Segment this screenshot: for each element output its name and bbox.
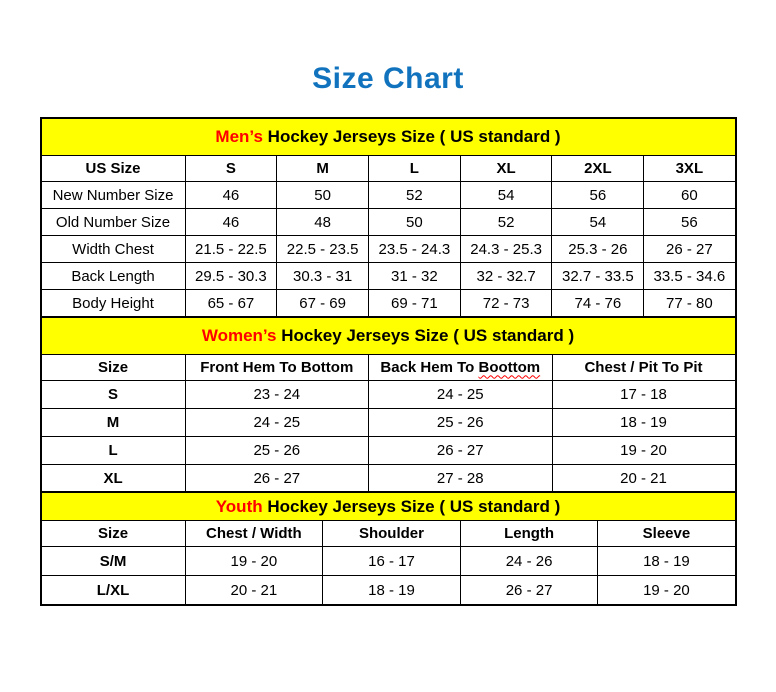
table-row bbox=[41, 547, 736, 576]
table-cell: 19 - 20 bbox=[552, 436, 735, 464]
table-row bbox=[41, 408, 736, 436]
table-cell: Width Chest bbox=[41, 236, 186, 263]
table-cell: 20 - 21 bbox=[185, 576, 323, 606]
mens-size-table bbox=[40, 117, 737, 318]
section-header-row bbox=[41, 317, 736, 355]
table-row bbox=[41, 436, 736, 464]
column-header: Size bbox=[41, 354, 186, 380]
table-cell: 54 bbox=[552, 209, 644, 236]
column-header-row bbox=[41, 521, 736, 547]
table-cell: New Number Size bbox=[41, 182, 186, 209]
section-title-accent: Men’s bbox=[215, 127, 263, 146]
table-cell: M bbox=[41, 408, 186, 436]
table-cell: 29.5 - 30.3 bbox=[185, 263, 277, 290]
column-header: Length bbox=[460, 521, 598, 547]
column-header: 2XL bbox=[552, 156, 644, 182]
table-cell: 46 bbox=[185, 209, 277, 236]
table-cell: 52 bbox=[369, 182, 461, 209]
table-cell: 48 bbox=[277, 209, 369, 236]
table-cell: 72 - 73 bbox=[460, 290, 552, 318]
table-row bbox=[41, 209, 736, 236]
misspelled-word: Boottom bbox=[478, 358, 541, 376]
table-cell: 17 - 18 bbox=[552, 380, 735, 408]
table-cell: 24 - 26 bbox=[460, 547, 598, 576]
table-cell: 25 - 26 bbox=[369, 408, 552, 436]
table-row bbox=[41, 290, 736, 318]
table-cell: 77 - 80 bbox=[644, 290, 736, 318]
table-cell: 74 - 76 bbox=[552, 290, 644, 318]
table-cell: 24.3 - 25.3 bbox=[460, 236, 552, 263]
table-cell: 22.5 - 23.5 bbox=[277, 236, 369, 263]
section-title bbox=[41, 118, 736, 156]
table-cell: 16 - 17 bbox=[323, 547, 461, 576]
column-header-row bbox=[41, 156, 736, 182]
column-header: Sleeve bbox=[598, 521, 736, 547]
table-cell: 24 - 25 bbox=[185, 408, 368, 436]
table-cell: 26 - 27 bbox=[369, 436, 552, 464]
section-title-text: Hockey Jerseys Size ( US standard ) bbox=[262, 127, 561, 146]
column-header: US Size bbox=[41, 156, 186, 182]
section-title bbox=[41, 317, 736, 355]
column-header: S bbox=[185, 156, 277, 182]
column-header: Chest / Pit To Pit bbox=[552, 354, 735, 380]
table-cell: S bbox=[41, 380, 186, 408]
table-cell: 31 - 32 bbox=[369, 263, 461, 290]
column-header: Size bbox=[41, 521, 186, 547]
table-cell: 23 - 24 bbox=[185, 380, 368, 408]
column-header: XL bbox=[460, 156, 552, 182]
section-title-accent: Youth bbox=[215, 496, 263, 516]
table-cell: 33.5 - 34.6 bbox=[644, 263, 736, 290]
table-cell: 26 - 27 bbox=[644, 236, 736, 263]
table-cell: 52 bbox=[460, 209, 552, 236]
table-cell: 24 - 25 bbox=[369, 380, 552, 408]
table-cell: 56 bbox=[552, 182, 644, 209]
column-header-row bbox=[41, 354, 736, 380]
table-cell: 32 - 32.7 bbox=[460, 263, 552, 290]
section-header-row bbox=[41, 492, 736, 521]
table-row bbox=[41, 576, 736, 606]
table-cell: 27 - 28 bbox=[369, 464, 552, 493]
table-cell: 60 bbox=[644, 182, 736, 209]
table-cell: S/M bbox=[41, 547, 186, 576]
table-cell: 56 bbox=[644, 209, 736, 236]
table-cell: 65 - 67 bbox=[185, 290, 277, 318]
youth-size-table bbox=[40, 491, 737, 606]
table-cell: 26 - 27 bbox=[460, 576, 598, 606]
size-chart-tables bbox=[40, 117, 737, 606]
table-cell: Back Length bbox=[41, 263, 186, 290]
table-cell: 19 - 20 bbox=[598, 576, 736, 606]
table-cell: 46 bbox=[185, 182, 277, 209]
column-header: 3XL bbox=[644, 156, 736, 182]
table-cell: L bbox=[41, 436, 186, 464]
section-header-row bbox=[41, 118, 736, 156]
table-row bbox=[41, 380, 736, 408]
column-header: Chest / Width bbox=[185, 521, 323, 547]
column-header: L bbox=[369, 156, 461, 182]
page-title: Size Chart bbox=[312, 62, 464, 95]
section-title bbox=[41, 492, 736, 521]
table-cell: 23.5 - 24.3 bbox=[369, 236, 461, 263]
table-cell: 50 bbox=[277, 182, 369, 209]
table-cell: 25 - 26 bbox=[185, 436, 368, 464]
table-cell: 69 - 71 bbox=[369, 290, 461, 318]
table-row bbox=[41, 236, 736, 263]
section-title-text: Hockey Jerseys Size ( US standard ) bbox=[276, 325, 575, 345]
size-chart-page bbox=[0, 62, 776, 606]
section-title-text: Hockey Jerseys Size ( US standard ) bbox=[262, 496, 561, 516]
table-cell: 21.5 - 22.5 bbox=[185, 236, 277, 263]
table-cell: 18 - 19 bbox=[323, 576, 461, 606]
table-cell: Old Number Size bbox=[41, 209, 186, 236]
column-header: Front Hem To Bottom bbox=[185, 354, 368, 380]
table-cell: XL bbox=[41, 464, 186, 493]
column-header: Back Hem To Boottom bbox=[369, 354, 552, 380]
table-cell: 67 - 69 bbox=[277, 290, 369, 318]
table-cell: 18 - 19 bbox=[552, 408, 735, 436]
womens-size-table bbox=[40, 316, 737, 494]
section-title-accent: Women’s bbox=[201, 325, 277, 345]
table-cell: L/XL bbox=[41, 576, 186, 606]
table-cell: 18 - 19 bbox=[598, 547, 736, 576]
table-cell: 32.7 - 33.5 bbox=[552, 263, 644, 290]
table-cell: 50 bbox=[369, 209, 461, 236]
table-cell: 25.3 - 26 bbox=[552, 236, 644, 263]
table-row bbox=[41, 464, 736, 493]
column-header: M bbox=[277, 156, 369, 182]
table-cell: 26 - 27 bbox=[185, 464, 368, 493]
table-cell: 19 - 20 bbox=[185, 547, 323, 576]
table-cell: 54 bbox=[460, 182, 552, 209]
table-row bbox=[41, 182, 736, 209]
table-cell: Body Height bbox=[41, 290, 186, 318]
column-header: Shoulder bbox=[323, 521, 461, 547]
table-cell: 30.3 - 31 bbox=[277, 263, 369, 290]
table-cell: 20 - 21 bbox=[552, 464, 735, 493]
table-row bbox=[41, 263, 736, 290]
